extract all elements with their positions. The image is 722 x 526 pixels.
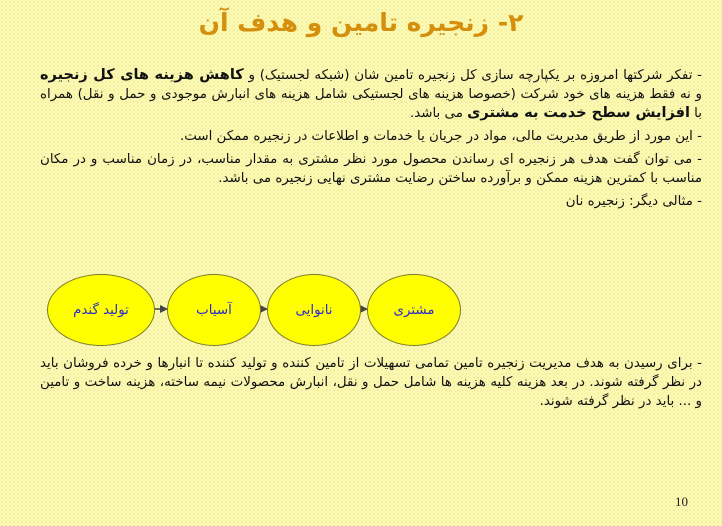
slide-title: ۲- زنجیره تامین و هدف آن (198, 8, 524, 37)
bullet-paragraph (40, 66, 702, 123)
flow-node-label: نانوایی (295, 302, 333, 318)
paragraph-text: - برای رسیدن به هدف مدیریت زنجیره تامین تمامی تسهیلات از تامین کننده و تولید کننده تا انبارها و خرده فروشان باید در نظر گرفته شوند. در بعد هزینه کلیه هزینه ها شامل حمل و نقل، انبارش محصولات نیمه ساخته، هزینه ساخت و تامین و ... باید در نظر گرفته شوند. (40, 356, 702, 409)
flow-node-label: آسیاب (196, 302, 232, 318)
flow-node-mill (167, 274, 261, 346)
flow-node-label: مشتری (393, 302, 435, 318)
paragraph-text: - این مورد از طریق مدیریت مالی، مواد در جریان یا خدمات و اطلاعات در زنجیره ممکن است. (179, 129, 702, 144)
page-number: 10 (675, 494, 688, 509)
paragraph-text: - می توان گفت هدف هر زنجیره ای رساندن محصول مورد نظر مشتری به مقدار مناسب، در زمان مناسب و در مکان مناسب با کمترین هزینه ممکن و برآورده ساختن رضایت مشتری نهایی زنجیره می باشد. (40, 152, 702, 186)
emphasis-text: کاهش هزینه های کل زنجیره (40, 67, 244, 83)
emphasis-text: افزایش سطح خدمت به مشتری (467, 105, 690, 121)
bullet-paragraph (40, 354, 702, 411)
bread-chain-diagram (0, 266, 722, 352)
bullet-paragraph (40, 150, 702, 188)
flow-node-label: تولید گندم (73, 302, 129, 318)
paragraph-text: - تفکر شرکتها امروزه بر یکپارچه سازی کل زنجیره تامین شان (شبکه لجستیک) و (243, 68, 702, 83)
flow-node-customer (367, 274, 461, 346)
flow-node-wheat-production (47, 274, 155, 346)
bullet-paragraph (40, 127, 702, 146)
paragraph-text: و نه فقط هزینه های خود شرکت (خصوصا هزینه های لجستیکی شامل هزینه های انبارش موجودی و حمل و نقل) همراه با (40, 87, 702, 121)
body-text-top (40, 66, 702, 215)
paragraph-text: می باشد. (409, 106, 468, 121)
body-text-bottom (40, 354, 702, 415)
flow-node-bakery (267, 274, 361, 346)
bullet-paragraph (40, 192, 702, 211)
paragraph-text: - مثالی دیگر: زنجیره نان (565, 194, 702, 209)
